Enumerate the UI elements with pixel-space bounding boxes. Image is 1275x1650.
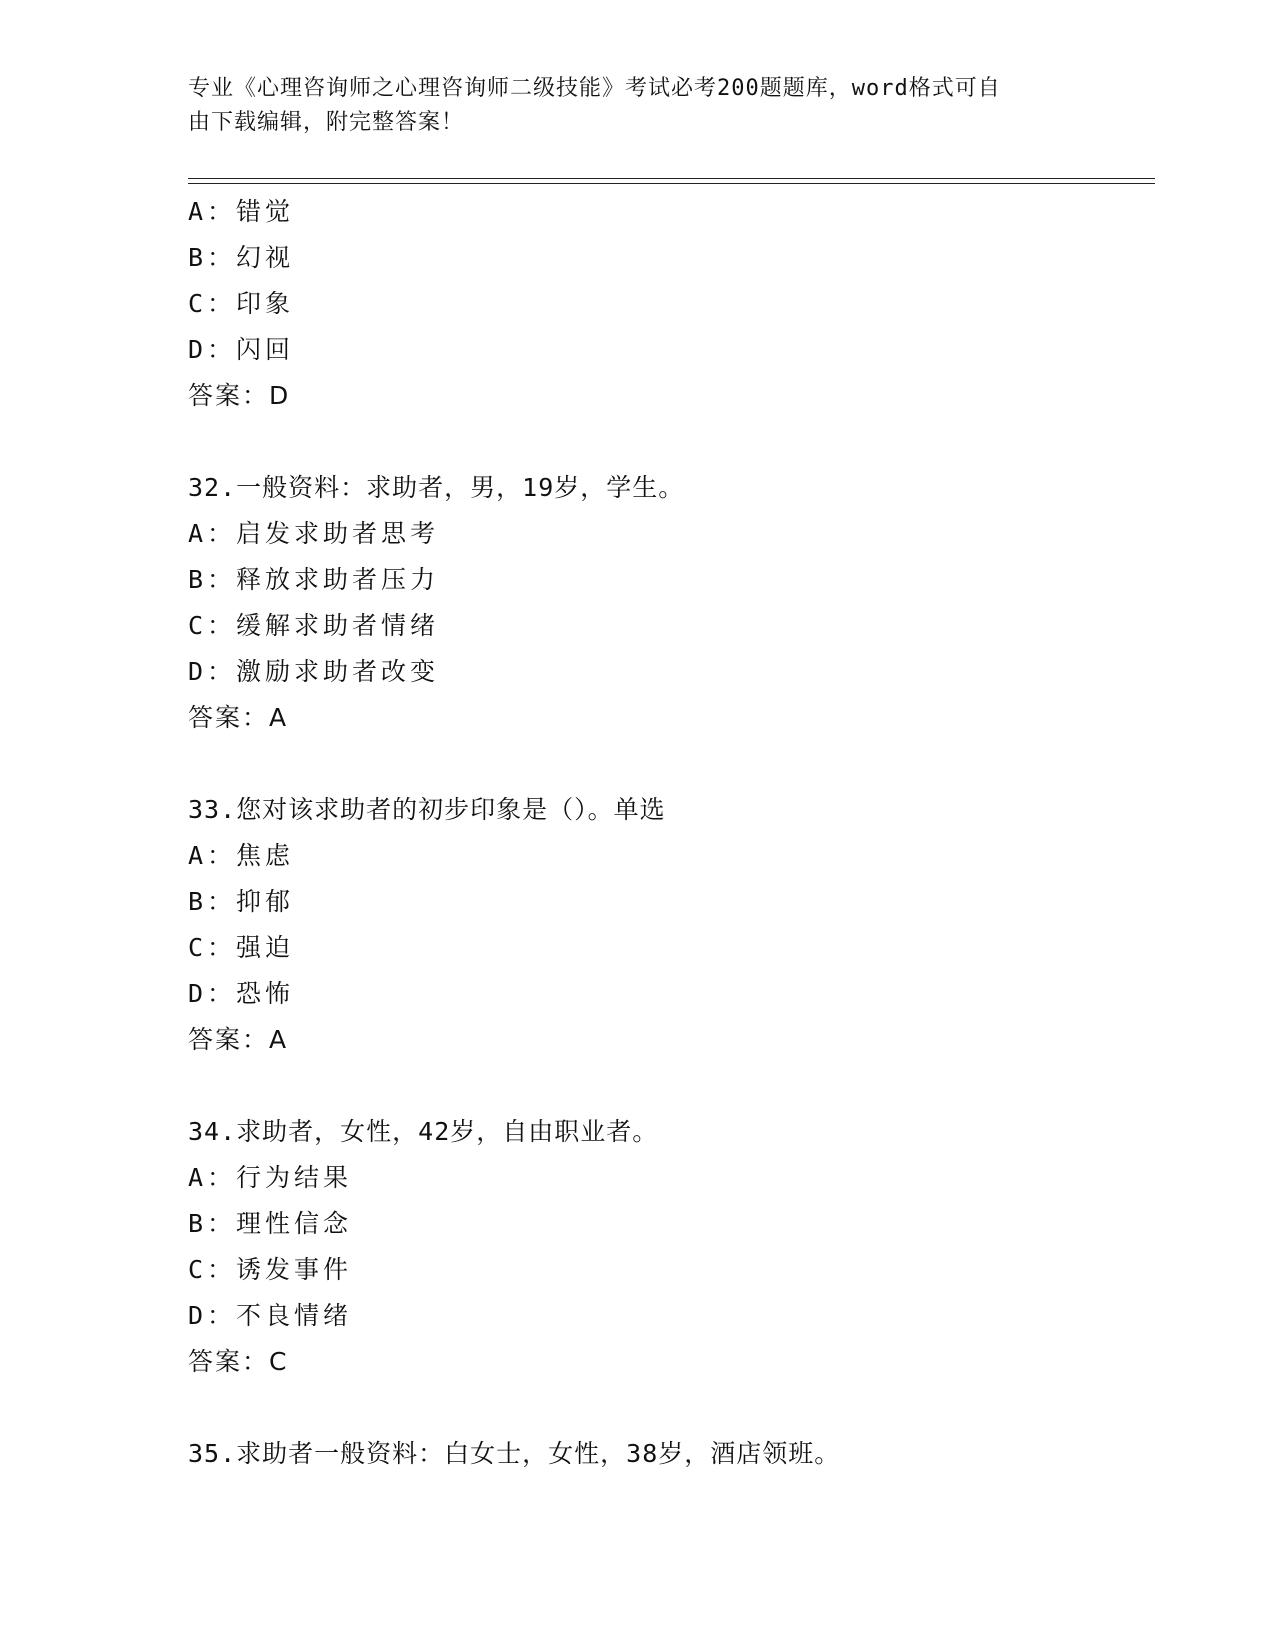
option-c: C：诱发事件: [188, 1255, 353, 1284]
spacer: [188, 419, 1148, 465]
answer-line: 答案：A: [188, 1025, 289, 1054]
answer-line: 答案：C: [188, 1347, 289, 1376]
question-stem: 33.您对该求助者的初步印象是（）。单选: [188, 795, 666, 824]
answer-line: 答案：D: [188, 381, 291, 410]
option-a: A：焦虑: [188, 841, 295, 870]
option-d: D：恐怖: [188, 979, 295, 1008]
option-b: B：释放求助者压力: [188, 565, 440, 594]
option-b: B：抑郁: [188, 887, 295, 916]
question-stem: 32.一般资料：求助者，男，19岁，学生。: [188, 473, 685, 502]
option-d: D：激励求助者改变: [188, 657, 440, 686]
question-34: [188, 1109, 1148, 1385]
header-divider-top: [188, 178, 1155, 179]
spacer: [188, 1385, 1148, 1431]
option-c: C：缓解求助者情绪: [188, 611, 440, 640]
question-32: [188, 465, 1148, 741]
option-d: D：闪回: [188, 335, 295, 364]
header-line-1: 专业《心理咨询师之心理咨询师二级技能》考试必考200题题库，word格式可自: [188, 76, 1001, 101]
question-stem: 34.求助者，女性，42岁，自由职业者。: [188, 1117, 659, 1146]
option-a: A：错觉: [188, 197, 295, 226]
question-list: [188, 189, 1148, 1477]
header-line-2: 由下载编辑，附完整答案！: [188, 110, 465, 135]
spacer: [188, 741, 1148, 787]
option-d: D：不良情绪: [188, 1301, 353, 1330]
question-31: [188, 189, 1148, 419]
option-b: B：理性信念: [188, 1209, 353, 1238]
header-divider-bottom: [188, 183, 1155, 184]
option-b: B：幻视: [188, 243, 295, 272]
spacer: [188, 1063, 1148, 1109]
question-33: [188, 787, 1148, 1063]
document-header: [188, 72, 1068, 140]
question-stem: 35.求助者一般资料：白女士，女性，38岁，酒店领班。: [188, 1439, 841, 1468]
answer-line: 答案：A: [188, 703, 289, 732]
question-35: [188, 1431, 1148, 1477]
option-c: C：强迫: [188, 933, 295, 962]
option-a: A：启发求助者思考: [188, 519, 440, 548]
option-c: C：印象: [188, 289, 295, 318]
option-a: A：行为结果: [188, 1163, 353, 1192]
